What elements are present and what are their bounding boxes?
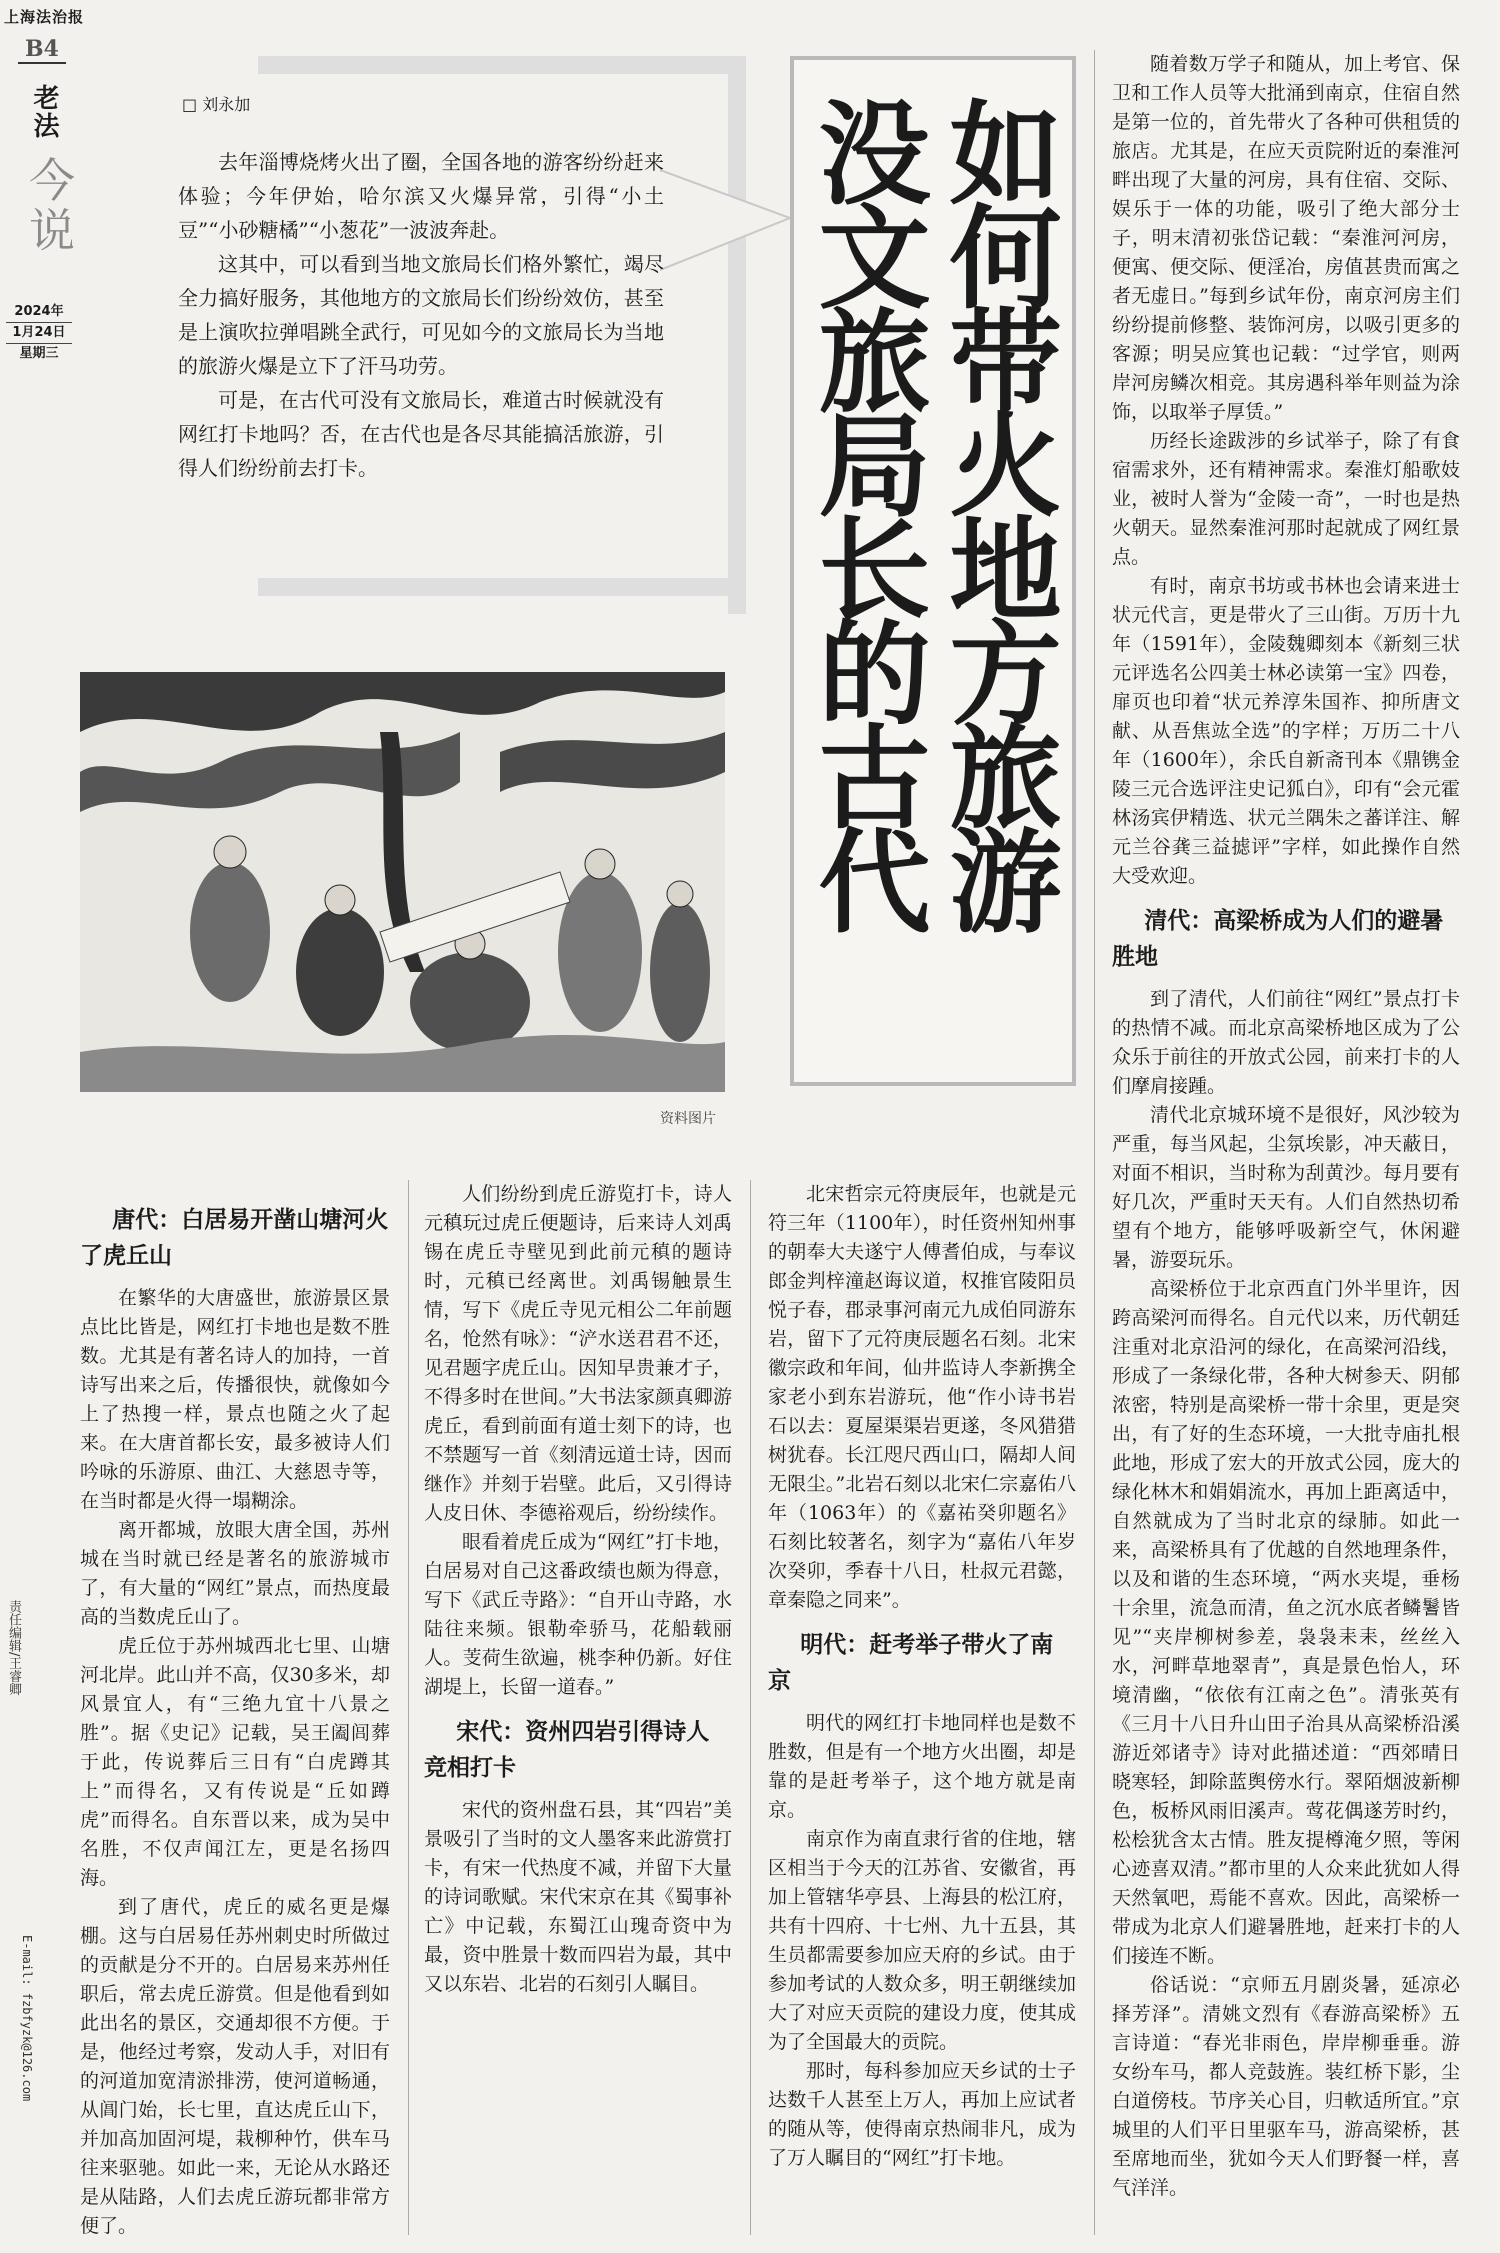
body-paragraph: 在繁华的大唐盛世，旅游景区景点比比皆是，网红打卡地也是数不胜数。尤其是有著名诗人的加持，一首诗写出来之后，传播很快，就像如今上了热搜一样，景点也随之火了起来。在大唐首都长安，最多被诗人们吟咏的乐游原、曲江、大慈恩寺等，在当时都是火得一塌糊涂。 — [80, 1287, 390, 1512]
body-paragraph: 离开都城，放眼大唐全国，苏州城在当时就已经是著名的旅游城市了，有大量的“网红”景点，而热度最高的当数虎丘山了。 — [80, 1519, 390, 1628]
ink-painting-illustration — [80, 672, 725, 1092]
body-paragraph: 眼看着虎丘成为“网红”打卡地，白居易对自己这番政绩也颇为得意，写下《武丘寺路》：“自开山寺路，水陆往来频。银勒牵骄马，花船载丽人。芰荷生欲遍，桃李种仍新。好住湖堤上，长留一道春。” — [424, 1531, 732, 1698]
body-paragraph: 到了清代，人们前往“网红”景点打卡的热情不减。而北京高梁桥地区成为了公众乐于前往的开放式公园，前来打卡的人们摩肩接踵。 — [1112, 988, 1460, 1097]
image-caption: 资料图片 — [660, 1111, 716, 1127]
body-paragraph: 南京作为南直隶行省的住地，辖区相当于今天的江苏省、安徽省，再加上管辖华亭县、上海县的松江府，共有十四府、十七州、九十五县，其生员都需要参加应天府的乡试。由于参加考试的人数众多，明王朝继续加大了对应天贡院的建设力度，使其成为了全国最大的贡院。 — [768, 1828, 1076, 2053]
text-column-2 — [424, 1180, 732, 1999]
section-heading-qing: 清代：高梁桥成为人们的避暑胜地 — [1112, 908, 1444, 970]
body-paragraph: 清代北京城环境不是很好，风沙较为严重，每当风起，尘氛埃影，冲天蔽日，对面不相识，当时称为刮黄沙。每月要有好几次，严重时天天有。人们自然热切希望有个地方，能够呼吸新空气，休闲避暑，游耍玩乐。 — [1112, 1104, 1460, 1271]
body-paragraph: 有时，南京书坊或书林也会请来进士状元代言，更是带火了三山街。万历十九年（1591年），金陵魏卿刻本《新刻三状元评选名公四美士林必读第一宝》四卷，扉页也印着“状元养淳朱国祚、抑所唐文献、从吾焦竑全选”的字样；万历二十八年（1600年），余氏自新斋刊本《鼎镌金陵三元合选评注史记狐白》，印有“会元霍林汤宾伊精选、状元兰隅朱之蕃详注、解元兰谷龚三益摅评”字样，如此操作自然大受欢迎。 — [1112, 575, 1460, 887]
responsible-editor: 责任编辑/王睿卿 — [6, 1600, 21, 1696]
bubble-pointer — [660, 160, 800, 280]
column-name-bottom: 今说 — [22, 156, 76, 256]
author-line — [182, 92, 664, 115]
issue-month-day: 1月24日 — [6, 323, 72, 344]
headline-line-2: 没文旅局长的古代 — [800, 95, 931, 927]
body-paragraph: 俗话说：“京师五月剧炎暑，延凉必择芳泽”。清姚文烈有《春游高梁桥》五言诗道：“春光非雨色，岸岸柳垂垂。游女纷车马，都人竞鼓旌。装红桥下影，尘白道傍枝。节序关心目，归軟适所宜。”京城里的人们平日里驱车马，游高梁桥，甚至席地而坐，犹如今天人们野餐一样，喜气洋洋。 — [1112, 1974, 1460, 2199]
column-divider — [1094, 50, 1095, 2235]
author-name: 刘永加 — [202, 95, 251, 114]
intro-paragraph: 这其中，可以看到当地文旅局长们格外繁忙，竭尽全力搞好服务，其他地方的文旅局长们纷纷效仿，甚至是上演吹拉弹唱跳全武行，可见如今的文旅局长为当地的旅游火爆是立下了汗马功劳。 — [178, 252, 664, 378]
section-heading-tang: 唐代：白居易开凿山塘河火了虎丘山 — [80, 1207, 389, 1269]
section-heading-song: 宋代：资州四岩引得诗人竞相打卡 — [424, 1719, 710, 1781]
body-paragraph: 人们纷纷到虎丘游览打卡，诗人元稹玩过虎丘便题诗，后来诗人刘禹锡在虎丘寺壁见到此前元稹的题诗时，元稹已经离世。刘禹锡触景生情，写下《虎丘寺见元相公二年前题名，怆然有咏》：“浐水送君君不还，见君题字虎丘山。因知早贵兼才子，不得多时在世间。”大书法家颜真卿游虎丘，看到前面有道士刻下的诗，也不禁题写一首《刻清远道士诗，因而继作》并刻于岩壁。此后，又引得诗人皮日休、李德裕观后，纷纷续作。 — [424, 1183, 732, 1524]
body-paragraph: 高梁桥位于北京西直门外半里许，因跨高梁河而得名。自元代以来，历代朝廷注重对北京沿河的绿化，在高梁河沿线，形成了一条绿化带，各种大树参天、阴郁浓密，特别是高梁桥一带十余里，更是突出，有了好的生态环境，一大批寺庙扎根此地，形成了宏大的开放式公园，庞大的绿化林木和娟娟流水，再加上距离适中，自然就成为了当时北京的绿肺。如此一来，高梁桥具有了优越的自然地理条件，以及和谐的生态环境，“两水夹堤，垂杨十余里，流急而清，鱼之沉水底者鳞鬐皆见”“夹岸柳树参差，袅袅耒耒，丝丝入水，河畔草地翠青”，真是景色怡人，环境清幽，“依依有江南之色”。清张英有《三月十八日升山田子治具从高梁桥沿溪游近郊诸寺》诗对此描述道：“西郊晴日晓寒轻，卸除蓝舆傍水行。翠陌烟波新柳色，板桥风雨旧溪声。莺花偶遂芳时约，松桧犹含太古情。胜友提樽淹夕照，等闲心迹喜双清。”都市里的人众来此犹如人得天然氧吧，焉能不喜欢。因此，高梁桥一带成为北京人们避暑胜地，赶来打卡的人们接连不断。 — [1112, 1278, 1460, 1967]
newspaper-name: 上海法治报 — [4, 8, 85, 26]
body-paragraph: 明代的网红打卡地同样也是数不胜数，但是有一个地方火出圈，却是靠的是赶考举子，这个地方就是南京。 — [768, 1712, 1076, 1821]
text-column-1 — [80, 1190, 390, 2241]
intro-paragraph: 去年淄博烧烤火出了圈，全国各地的游客纷纷赶来体验；今年伊始，哈尔滨又火爆异常，引得“小土豆”“小砂糖橘”“小葱花”一波波奔赴。 — [178, 150, 664, 242]
column-divider — [750, 1180, 751, 2235]
editor-email: E-mail: fzbfyzk@126.com — [20, 1935, 34, 2102]
issue-year: 2024年 — [6, 302, 72, 323]
intro-paragraph: 可是，在古代可没有文旅局长，难道古时候就没有网红打卡地吗？否，在古代也是各尽其能搞活旅游，引得人们纷纷前去打卡。 — [178, 388, 664, 480]
body-paragraph: 宋代的资州盘石县，其“四岩”美景吸引了当时的文人墨客来此游赏打卡，有宋一代热度不减，并留下大量的诗词歌赋。宋代宋京在其《蜀事补亡》中记载，东蜀江山瑰奇资中为最，资中胜景十数而四岩为最，其中又以东岩、北岩的石刻引人瞩目。 — [424, 1799, 732, 1995]
intro-frame-bottom — [258, 578, 728, 596]
page-number: B4 — [18, 36, 66, 64]
column-divider — [408, 1180, 409, 2235]
body-paragraph: 随着数万学子和随从，加上考官、保卫和工作人员等大批涌到南京，住宿自然是第一位的，首先带火了各种可供租赁的旅店。尤其是，在应天贡院附近的秦淮河畔出现了大量的河房，具有住宿、交际、娱乐于一体的功能，吸引了绝大部分士子，明末清初张岱记载：“秦淮河河房，便寓、便交际、便淫冶，房值甚贵而寓之者无虚日。”每到乡试年份，南京河房主们纷纷提前修整、装饰河房，以吸引更多的客源；明吴应箕也记载：“过学官，则两岸河房鳞次相竞。其房遇科举年则益为涂饰，以取举子厚赁。” — [1112, 53, 1460, 423]
section-heading-ming: 明代：赶考举子带火了南京 — [768, 1632, 1054, 1694]
text-column-4 — [1112, 50, 1460, 2203]
body-paragraph: 那时，每科参加应天乡试的士子达数千人甚至上万人，再加上应试者的随从等，使得南京热闹非凡，成为了万人瞩目的“网红”打卡地。 — [768, 2060, 1076, 2169]
text-column-3 — [768, 1180, 1076, 2173]
issue-date — [6, 302, 72, 364]
column-name-top: 老法 — [29, 84, 59, 140]
body-paragraph: 北宋哲宗元符庚辰年，也就是元符三年（1100年），时任资州知州事的朝奉大夫遂宁人傅耆伯成，与奉议郎金判梓潼赵诲议道，权推官陵阳员悦子春，郡录事河南元九成伯同游东岩，留下了元符庚辰题名石刻。北宋徽宗政和年间，仙井监诗人李新携全家老小到东岩游玩，他“作小诗书岩石以去：夏屋渠渠岩更遂，冬风猎猎树犹春。长江咫尺西山口，隔却人间无限尘。”北岩石刻以北宋仁宗嘉佑八年（1063年）的《嘉祐癸卯题名》石刻比较著名，刻字为“嘉佑八年岁次癸卯，季春十八日，杜叔元君懿，章秦隐之同来”。 — [768, 1183, 1076, 1611]
body-paragraph: 历经长途跋涉的乡试举子，除了有食宿需求外，还有精神需求。秦淮灯船歌妓业，被时人誉为“金陵一奇”，一时也是热火朝天。显然秦淮河那时起就成了网红景点。 — [1112, 430, 1460, 568]
issue-weekday: 星期三 — [19, 346, 59, 361]
body-paragraph: 到了唐代，虎丘的威名更是爆棚。这与白居易任苏州刺史时所做过的贡献是分不开的。白居易来苏州任职后，常去虎丘游赏。但是他看到如此出名的景区，交通却很不方便。于是，他经过考察，发动人手，对旧有的河道加宽清淤排涝，使河道畅通，从阊门始，长七里，直达虎丘山下，并加高加固河堤，栽柳种竹，供车马往来驱驰。如此一来，无论从水路还是从陆路，人们去虎丘游玩都非常方便了。 — [80, 1896, 390, 2237]
author-square-icon: □ — [182, 95, 198, 114]
body-paragraph: 虎丘位于苏州城西北七里、山塘河北岸。此山并不高，仅30多米，却风景宜人，有“三绝九宜十八景之胜”。据《史记》记载，吴王阖闾葬于此，传说葬后三日有“白虎蹲其上”而得名，又有传说是“丘如蹲虎”而得名。自东晋以来，成为吴中名胜，不仅声闻江左，更是名扬四海。 — [80, 1635, 390, 1889]
headline-line-1: 如何带火地方旅游 — [931, 95, 1062, 927]
intro-bubble — [178, 92, 664, 572]
